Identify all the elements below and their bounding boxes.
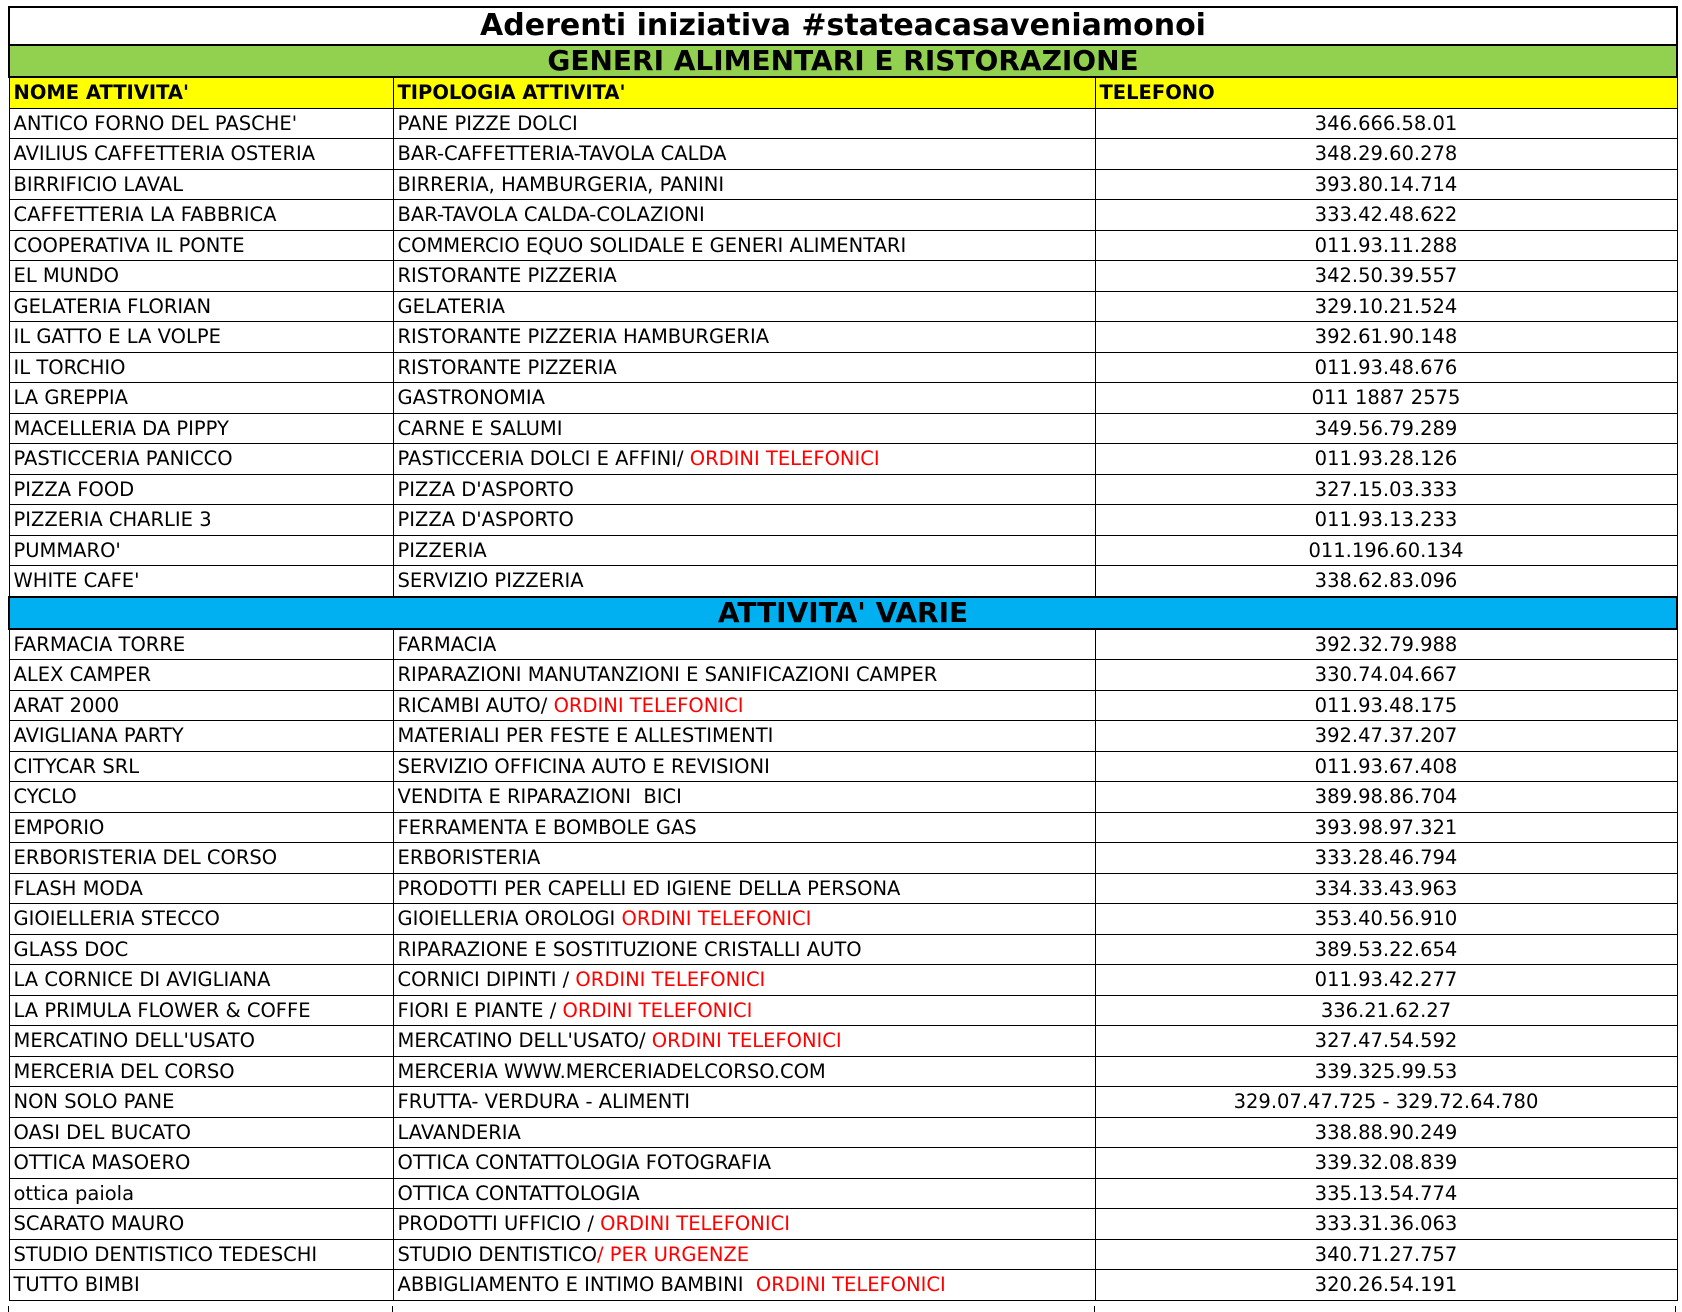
business-type-text: FIORI E PIANTE / bbox=[397, 998, 563, 1022]
businesses-table bbox=[8, 6, 1678, 1301]
business-name: PUMMARO' bbox=[9, 535, 393, 566]
business-type bbox=[393, 505, 1095, 536]
table-row bbox=[9, 352, 1677, 383]
business-type-text: SERVIZIO PIZZERIA bbox=[397, 569, 584, 592]
table-row bbox=[9, 782, 1677, 813]
business-name: AVIGLIANA PARTY bbox=[9, 721, 393, 752]
business-phone: 393.98.97.321 bbox=[1095, 812, 1677, 843]
business-type bbox=[393, 965, 1095, 996]
business-phone: 011.93.13.233 bbox=[1095, 505, 1677, 536]
business-type-text: PASTICCERIA DOLCI E AFFINI/ bbox=[397, 447, 690, 470]
business-name: LA GREPPIA bbox=[9, 383, 393, 414]
section-header-row bbox=[9, 597, 1677, 629]
business-type bbox=[393, 139, 1095, 170]
table-row bbox=[9, 566, 1677, 597]
table-row bbox=[9, 535, 1677, 566]
business-type-text: CORNICI DIPINTI / bbox=[397, 968, 576, 991]
section-title: ATTIVITA' VARIE bbox=[9, 597, 1677, 629]
business-type bbox=[393, 660, 1095, 691]
business-type bbox=[393, 1270, 1095, 1301]
business-name: WHITE CAFE' bbox=[9, 566, 393, 597]
business-type bbox=[393, 108, 1095, 139]
business-type bbox=[393, 1026, 1095, 1057]
business-phone: 329.07.47.725 - 329.72.64.780 bbox=[1095, 1087, 1677, 1118]
business-name: CAFFETTERIA LA FABBRICA bbox=[9, 200, 393, 231]
order-note: ORDINI TELEFONICI bbox=[755, 1273, 946, 1296]
business-type bbox=[393, 200, 1095, 231]
business-name: EMPORIO bbox=[9, 812, 393, 843]
business-name: CITYCAR SRL bbox=[9, 751, 393, 782]
business-type bbox=[393, 1178, 1095, 1209]
business-phone: 353.40.56.910 bbox=[1095, 904, 1677, 935]
business-type bbox=[393, 629, 1095, 660]
business-type-text: MERCERIA WWW.MERCERIADELCORSO.COM bbox=[397, 1059, 826, 1083]
business-phone: 011.93.28.126 bbox=[1095, 444, 1677, 475]
business-type bbox=[393, 904, 1095, 935]
table-row bbox=[9, 322, 1677, 353]
business-type bbox=[393, 782, 1095, 813]
business-type bbox=[393, 721, 1095, 752]
table-row bbox=[9, 843, 1677, 874]
business-name: STUDIO DENTISTICO TEDESCHI bbox=[9, 1239, 393, 1270]
business-name: GLASS DOC bbox=[9, 934, 393, 965]
business-name: BIRRIFICIO LAVAL bbox=[9, 169, 393, 200]
business-phone: 392.61.90.148 bbox=[1095, 322, 1677, 353]
business-type-text: GELATERIA bbox=[397, 294, 505, 318]
business-phone: 320.26.54.191 bbox=[1095, 1270, 1677, 1301]
business-type-text: FARMACIA bbox=[397, 632, 497, 656]
business-name: EL MUNDO bbox=[9, 261, 393, 292]
business-phone: 340.71.27.757 bbox=[1095, 1239, 1677, 1270]
table-row bbox=[9, 1117, 1677, 1148]
business-type-text: MERCATINO DELL'USATO/ bbox=[397, 1029, 652, 1052]
business-type-text: BIRRERIA, HAMBURGERIA, PANINI bbox=[397, 172, 725, 196]
business-type-text: PIZZA D'ASPORTO bbox=[397, 508, 574, 531]
table-body bbox=[9, 7, 1677, 1300]
business-phone: 389.53.22.654 bbox=[1095, 934, 1677, 965]
table-row bbox=[9, 230, 1677, 261]
business-type bbox=[393, 873, 1095, 904]
business-type-text: RICAMBI AUTO/ bbox=[397, 693, 554, 717]
business-type bbox=[393, 1056, 1095, 1087]
table-row bbox=[9, 1026, 1677, 1057]
business-type-text: COMMERCIO EQUO SOLIDALE E GENERI ALIMENTARI bbox=[397, 233, 907, 257]
table-row bbox=[9, 169, 1677, 200]
business-type-text: PRODOTTI PER CAPELLI ED IGIENE DELLA PERSONA bbox=[397, 876, 901, 900]
business-name: PASTICCERIA PANICCO bbox=[9, 444, 393, 475]
table-row bbox=[9, 505, 1677, 536]
table-row bbox=[9, 660, 1677, 691]
business-phone: 348.29.60.278 bbox=[1095, 139, 1677, 170]
business-type-text: BAR-CAFFETTERIA-TAVOLA CALDA bbox=[397, 142, 727, 165]
table-row bbox=[9, 690, 1677, 721]
business-type bbox=[393, 566, 1095, 597]
business-phone: 329.10.21.524 bbox=[1095, 291, 1677, 322]
business-phone: 011.93.11.288 bbox=[1095, 230, 1677, 261]
table-row bbox=[9, 413, 1677, 444]
business-phone: 334.33.43.963 bbox=[1095, 873, 1677, 904]
business-type-text: CARNE E SALUMI bbox=[397, 416, 563, 440]
business-phone: 389.98.86.704 bbox=[1095, 782, 1677, 813]
table-row bbox=[9, 474, 1677, 505]
business-type bbox=[393, 261, 1095, 292]
table-row bbox=[9, 1239, 1677, 1270]
next-row-stub bbox=[8, 1306, 1676, 1312]
business-type-text: BAR-TAVOLA CALDA-COLAZIONI bbox=[397, 203, 705, 226]
business-name: TUTTO BIMBI bbox=[9, 1270, 393, 1301]
business-name: FLASH MODA bbox=[9, 873, 393, 904]
business-phone: 333.31.36.063 bbox=[1095, 1209, 1677, 1240]
business-type-text: SERVIZIO OFFICINA AUTO E REVISIONI bbox=[397, 754, 770, 778]
business-name: ERBORISTERIA DEL CORSO bbox=[9, 843, 393, 874]
business-name: SCARATO MAURO bbox=[9, 1209, 393, 1240]
column-header-phone: TELEFONO bbox=[1095, 77, 1677, 108]
business-phone: 346.666.58.01 bbox=[1095, 108, 1677, 139]
sheet-title: Aderenti iniziativa #stateacasaveniamonoi bbox=[9, 7, 1677, 45]
table-row bbox=[9, 904, 1677, 935]
business-phone: 339.325.99.53 bbox=[1095, 1056, 1677, 1087]
column-header-type: TIPOLOGIA ATTIVITA' bbox=[393, 77, 1095, 108]
business-phone: 335.13.54.774 bbox=[1095, 1178, 1677, 1209]
title-row bbox=[9, 7, 1677, 45]
business-type-text: STUDIO DENTISTICO bbox=[397, 1242, 597, 1266]
business-phone: 011.93.48.676 bbox=[1095, 352, 1677, 383]
order-note: ORDINI TELEFONICI bbox=[689, 447, 880, 470]
table-row bbox=[9, 629, 1677, 660]
table-row bbox=[9, 873, 1677, 904]
business-type bbox=[393, 995, 1095, 1026]
business-type bbox=[393, 413, 1095, 444]
business-type bbox=[393, 474, 1095, 505]
business-name: COOPERATIVA IL PONTE bbox=[9, 230, 393, 261]
business-type bbox=[393, 934, 1095, 965]
business-type-text: VENDITA E RIPARAZIONI BICI bbox=[397, 785, 682, 808]
business-name: IL GATTO E LA VOLPE bbox=[9, 322, 393, 353]
business-type bbox=[393, 1087, 1095, 1118]
business-name: PIZZA FOOD bbox=[9, 474, 393, 505]
table-row bbox=[9, 383, 1677, 414]
business-name: AVILIUS CAFFETTERIA OSTERIA bbox=[9, 139, 393, 170]
business-type bbox=[393, 383, 1095, 414]
business-name: MERCERIA DEL CORSO bbox=[9, 1056, 393, 1087]
table-row bbox=[9, 1056, 1677, 1087]
business-type bbox=[393, 352, 1095, 383]
business-type-text: RISTORANTE PIZZERIA bbox=[397, 264, 617, 287]
business-name: GELATERIA FLORIAN bbox=[9, 291, 393, 322]
order-note: / PER URGENZE bbox=[596, 1242, 750, 1266]
business-name: ottica paiola bbox=[9, 1178, 393, 1209]
business-phone: 338.62.83.096 bbox=[1095, 566, 1677, 597]
table-row bbox=[9, 965, 1677, 996]
business-name: NON SOLO PANE bbox=[9, 1087, 393, 1118]
business-type bbox=[393, 1239, 1095, 1270]
business-name: MACELLERIA DA PIPPY bbox=[9, 413, 393, 444]
business-name: LA CORNICE DI AVIGLIANA bbox=[9, 965, 393, 996]
business-type bbox=[393, 230, 1095, 261]
table-row bbox=[9, 444, 1677, 475]
business-phone: 333.42.48.622 bbox=[1095, 200, 1677, 231]
business-phone: 011.93.67.408 bbox=[1095, 751, 1677, 782]
business-type-text: RISTORANTE PIZZERIA bbox=[397, 355, 617, 379]
business-name: IL TORCHIO bbox=[9, 352, 393, 383]
business-type bbox=[393, 444, 1095, 475]
order-note: ORDINI TELEFONICI bbox=[575, 968, 766, 991]
business-type-text: ERBORISTERIA bbox=[397, 846, 541, 869]
table-row bbox=[9, 995, 1677, 1026]
table-row bbox=[9, 751, 1677, 782]
business-type bbox=[393, 812, 1095, 843]
business-phone: 327.15.03.333 bbox=[1095, 474, 1677, 505]
order-note: ORDINI TELEFONICI bbox=[651, 1029, 842, 1052]
order-note: ORDINI TELEFONICI bbox=[553, 693, 744, 717]
business-name: ARAT 2000 bbox=[9, 690, 393, 721]
business-phone: 011.93.48.175 bbox=[1095, 690, 1677, 721]
order-note: ORDINI TELEFONICI bbox=[621, 907, 812, 930]
table-row bbox=[9, 139, 1677, 170]
business-name: LA PRIMULA FLOWER & COFFE bbox=[9, 995, 393, 1026]
table-row bbox=[9, 200, 1677, 231]
business-type bbox=[393, 169, 1095, 200]
table-row bbox=[9, 721, 1677, 752]
business-type-text: MATERIALI PER FESTE E ALLESTIMENTI bbox=[397, 724, 774, 747]
business-type-text: GASTRONOMIA bbox=[397, 386, 545, 409]
business-type bbox=[393, 843, 1095, 874]
section-header-row bbox=[9, 45, 1677, 77]
business-type-text: GIOIELLERIA OROLOGI bbox=[397, 907, 622, 930]
business-phone: 392.32.79.988 bbox=[1095, 629, 1677, 660]
business-phone: 339.32.08.839 bbox=[1095, 1148, 1677, 1179]
business-type bbox=[393, 1117, 1095, 1148]
business-type-text: FRUTTA- VERDURA - ALIMENTI bbox=[397, 1090, 691, 1113]
order-note: ORDINI TELEFONICI bbox=[600, 1212, 790, 1235]
business-type-text: PIZZA D'ASPORTO bbox=[397, 477, 574, 501]
column-header-row bbox=[9, 77, 1677, 108]
business-name: GIOIELLERIA STECCO bbox=[9, 904, 393, 935]
business-name: ALEX CAMPER bbox=[9, 660, 393, 691]
column-header-name: NOME ATTIVITA' bbox=[9, 77, 393, 108]
business-type bbox=[393, 535, 1095, 566]
business-phone: 011.93.42.277 bbox=[1095, 965, 1677, 996]
business-phone: 338.88.90.249 bbox=[1095, 1117, 1677, 1148]
business-type bbox=[393, 291, 1095, 322]
business-type bbox=[393, 751, 1095, 782]
business-phone: 333.28.46.794 bbox=[1095, 843, 1677, 874]
business-type-text: OTTICA CONTATTOLOGIA FOTOGRAFIA bbox=[397, 1151, 772, 1174]
table-row bbox=[9, 261, 1677, 292]
business-type bbox=[393, 322, 1095, 353]
business-phone: 330.74.04.667 bbox=[1095, 660, 1677, 691]
business-type-text: ABBIGLIAMENTO E INTIMO BAMBINI bbox=[397, 1273, 756, 1296]
table-row bbox=[9, 1209, 1677, 1240]
order-note: ORDINI TELEFONICI bbox=[562, 998, 753, 1022]
business-type-text: RISTORANTE PIZZERIA HAMBURGERIA bbox=[397, 325, 770, 348]
table-row bbox=[9, 812, 1677, 843]
business-type-text: FERRAMENTA E BOMBOLE GAS bbox=[397, 815, 697, 839]
table-row bbox=[9, 1148, 1677, 1179]
table-row bbox=[9, 1178, 1677, 1209]
business-phone: 392.47.37.207 bbox=[1095, 721, 1677, 752]
business-name: PIZZERIA CHARLIE 3 bbox=[9, 505, 393, 536]
business-type-text: OTTICA CONTATTOLOGIA bbox=[397, 1181, 640, 1205]
table-row bbox=[9, 108, 1677, 139]
business-type-text: LAVANDERIA bbox=[397, 1120, 521, 1144]
business-phone: 393.80.14.714 bbox=[1095, 169, 1677, 200]
business-phone: 011 1887 2575 bbox=[1095, 383, 1677, 414]
business-type bbox=[393, 1209, 1095, 1240]
business-type-text: RIPARAZIONE E SOSTITUZIONE CRISTALLI AUTO bbox=[397, 937, 862, 961]
business-name: ANTICO FORNO DEL PASCHE' bbox=[9, 108, 393, 139]
business-phone: 342.50.39.557 bbox=[1095, 261, 1677, 292]
business-phone: 011.196.60.134 bbox=[1095, 535, 1677, 566]
business-type bbox=[393, 1148, 1095, 1179]
business-type-text: RIPARAZIONI MANUTANZIONI E SANIFICAZIONI CAMPER bbox=[397, 663, 938, 686]
business-type bbox=[393, 690, 1095, 721]
business-type-text: PANE PIZZE DOLCI bbox=[397, 111, 578, 135]
table-row bbox=[9, 934, 1677, 965]
business-name: FARMACIA TORRE bbox=[9, 629, 393, 660]
business-name: OTTICA MASOERO bbox=[9, 1148, 393, 1179]
business-phone: 327.47.54.592 bbox=[1095, 1026, 1677, 1057]
business-phone: 336.21.62.27 bbox=[1095, 995, 1677, 1026]
business-name: OASI DEL BUCATO bbox=[9, 1117, 393, 1148]
business-type-text: PRODOTTI UFFICIO / bbox=[397, 1212, 601, 1235]
business-phone: 349.56.79.289 bbox=[1095, 413, 1677, 444]
business-type-text: PIZZERIA bbox=[397, 538, 487, 562]
business-name: MERCATINO DELL'USATO bbox=[9, 1026, 393, 1057]
table-row bbox=[9, 1087, 1677, 1118]
section-title: GENERI ALIMENTARI E RISTORAZIONE bbox=[9, 45, 1677, 77]
business-name: CYCLO bbox=[9, 782, 393, 813]
table-row bbox=[9, 291, 1677, 322]
table-row bbox=[9, 1270, 1677, 1301]
